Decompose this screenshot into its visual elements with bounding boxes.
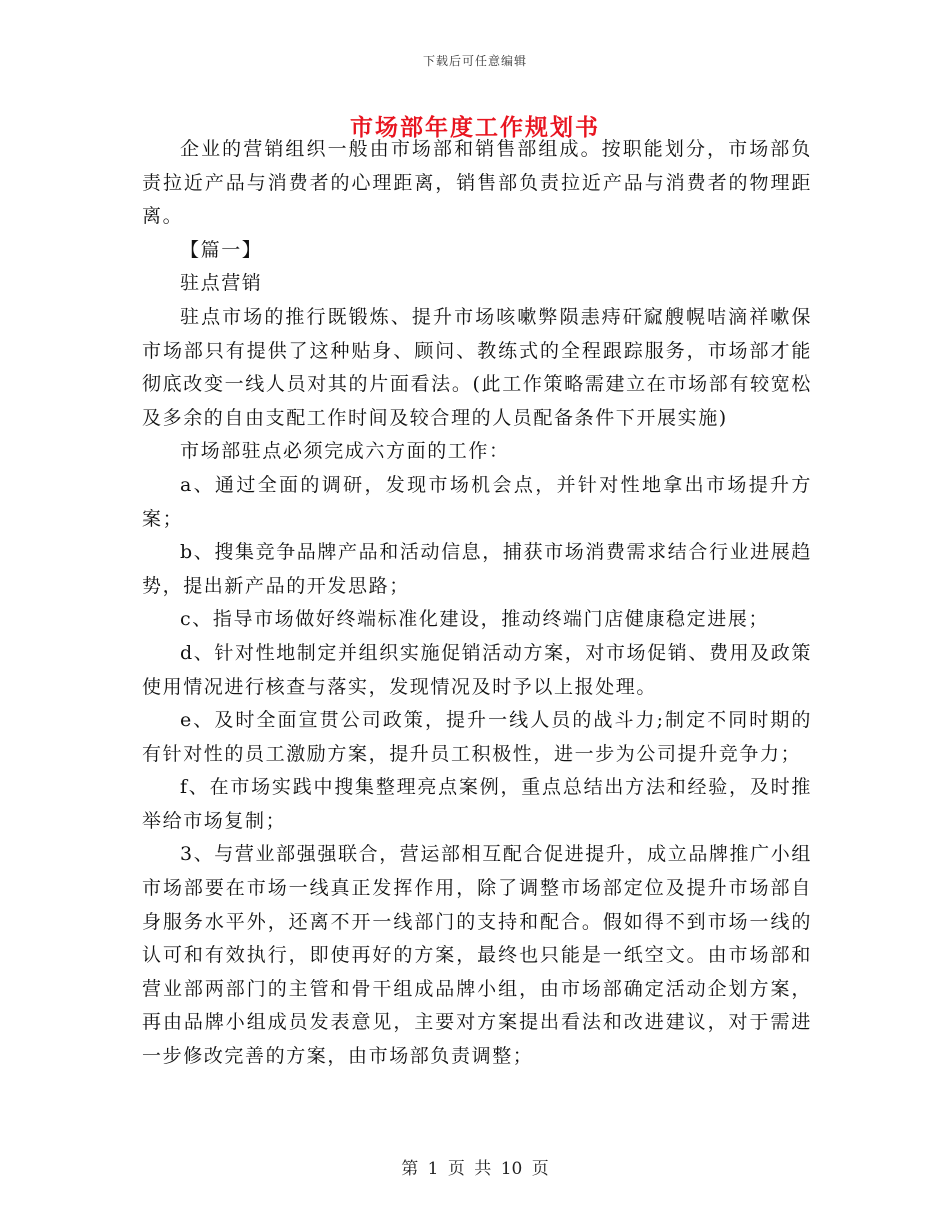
list-item-f: f、在市场实践中搜集整理亮点案例，重点总结出方法和经验，及时推举给市场复制； (142, 776, 812, 832)
paragraph-on-site-market: 驻点市场的推行既锻炼、提升市场咳嗽弊陨恚痔矸窳艘幌咭滴祥嗽保市场部只有提供了这种贴身、顾问、教练式的全程跟踪服务，市场部才能彻底改变一线人员对其的片面看法。(此工作策略需建立在市场部有较宽松及多余的自由支配工作时间及较合理的人员配备条件下开展实施) (142, 305, 812, 429)
list-item-d: d、针对性地制定并组织实施促销活动方案，对市场促销、费用及政策使用情况进行核查与落实，发现情况及时予以上报处理。 (142, 641, 812, 698)
list-item-b: b、搜集竞争品牌产品和活动信息，捕获市场消费需求结合行业进展趋势，提出新产品的开发思路； (142, 541, 812, 597)
list-item-c: c、指导市场做好终端标准化建设，推动终端门店健康稳定进展； (180, 608, 770, 631)
list-item-e: e、及时全面宣贯公司政策，提升一线人员的战斗力;制定不同时期的有针对性的员工激励方案，提升员工积极性，进一步为公司提升竞争力； (142, 709, 812, 765)
subheading-on-site-marketing: 驻点营销 (180, 272, 263, 295)
paragraph-intro: 企业的营销组织一般由市场部和销售部组成。按职能划分，市场部负责拉近产品与消费者的心理距离，销售部负责拉近产品与消费者的物理距离。 (142, 138, 812, 228)
document-body (142, 133, 812, 1074)
section-heading-part-one: 【篇一】 (180, 238, 263, 261)
page-number-indicator: 第 1 页 共 10 页 (401, 1159, 549, 1179)
document-title: 市场部年度工作规划书 (350, 114, 600, 141)
paragraph-point-3: 3、与营业部强强联合，营运部相互配合促进提升，成立品牌推广小组市场部要在市场一线真正发挥作用，除了调整市场部定位及提升市场部自身服务水平外，还离不开一线部门的支持和配合。假如得不到市场一线的认可和有效执行，即使再好的方案，最终也只能是一纸空文。由市场部和营业部两部门的主管和骨干组成品牌小组，由市场部确定活动企划方案，再由品牌小组成员发表意见，主要对方案提出看法和改进建议，对于需进一步修改完善的方案，由市场部负责调整； (142, 843, 812, 1068)
page-header-note: 下载后可任意编辑 (422, 54, 527, 68)
list-item-a: a、通过全面的调研，发现市场机会点，并针对性地拿出市场提升方案； (142, 473, 812, 530)
paragraph-six-tasks-lead: 市场部驻点必须完成六方面的工作： (180, 440, 510, 463)
